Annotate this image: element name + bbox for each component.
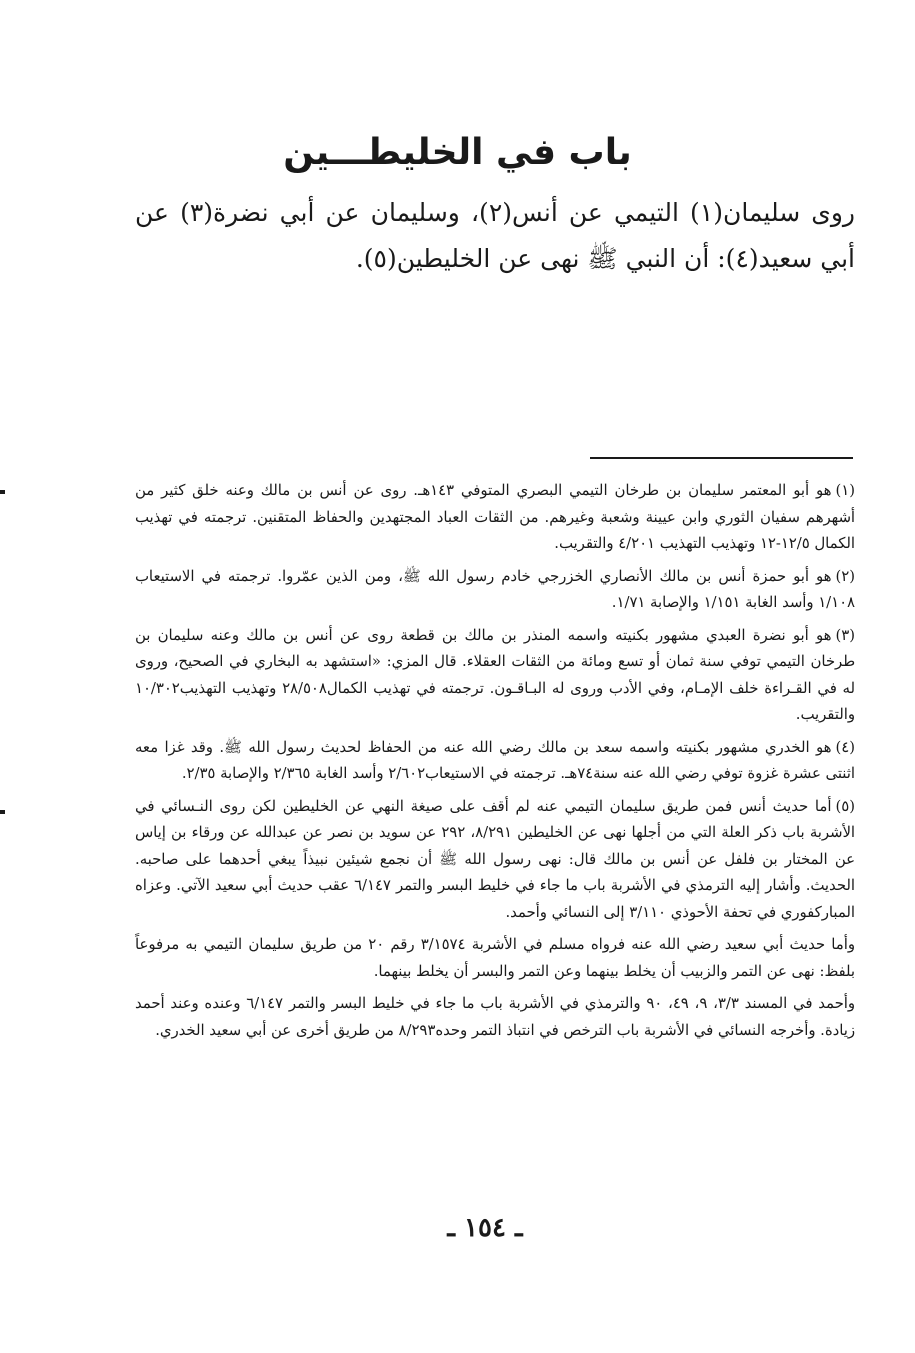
main-text: روى سليمان(١) التيمي عن أنس(٢)، وسليمان عن أبي نضرة(٣) عن أبي سعيد(٤): أن النبي ﷺ نهى عن الخليطين(٥). [135,198,855,273]
footnotes-section [135,478,855,1050]
footnote-text: هو أبو حمزة أنس بن مالك الأنصاري الخزرجي خادم رسول الله ﷺ، ومن الذين عمّروا. ترجمته في الاستيعاب ١/١٠٨ وأسد الغابة ١/١٥١ والإصابة ١/٧١. [135,567,855,611]
footnote-number: (٣) [835,626,855,644]
footnote-number: (٢) [835,567,855,585]
footnote-3 [135,623,855,729]
footnote-text: وأما حديث أبي سعيد رضي الله عنه فرواه مسلم في الأشربة ٣/١٥٧٤ رقم ٢٠ من طريق سليمان التيمي به مرفوعاً بلفظ: نهى عن التمر والزبيب أن يخلط بينهما وعن التمر والبسر أن يخلط بينهما. [135,936,855,980]
page-number: ـ ١٥٤ ـ [447,1213,523,1243]
footnote-text: أما حديث أنس فمن طريق سليمان التيمي عنه لم أقف على صيغة النهي عن الخليطين لكن روى النـسائي في الأشربة باب ذكر العلة التي من أجلها نهى عن الخليطين ٨/٢٩١، ٢٩٢ عن سويد بن نصر عن عبدالله عن ورقاء بن إياس عن المختار بن فلفل عن أنس بن مالك قال: نهى رسول الله ﷺ أن نجمع شيئين نبيذاً يبغي أحدهما على صاحبه. الحديث. وأشار إليه الترمذي في الأشربة باب ما جاء في خليط البسر والتمر ٦/١٤٧ عقب حديث أبي سعيد الآتي. وعزاه المباركفوري في تحفة الأحوذي ٣/١١٠ إلى النسائي وأحمد. [135,797,856,921]
footnote-1 [135,478,855,558]
scan-edge-mark [0,810,5,814]
footnote-divider [590,457,853,459]
footnote-5-continued [135,932,855,985]
footnote-text: هو أبو المعتمر سليمان بن طرخان التيمي البصري المتوفي ١٤٣هـ. روى عن أنس بن مالك وعنه خلق كثير من أشهرهم سفيان الثوري وابن عيينة وشعبة وغيرهم. من الثقات العباد المجتهدين والحفاظ المتقنين. ترجمته في تهذيب الكمال ١٢/٥-١٢ وتهذيب التهذيب ٤/٢٠١ والتقريب. [135,482,855,552]
footnote-2 [135,564,855,617]
footnote-5 [135,794,855,927]
footnote-text: وأحمد في المسند ٣/٣، ٩، ٤٩، ٩٠ والترمذي في الأشربة باب ما جاء في خليط البسر والتمر ٦/١٤٧ وعنده وعند أحمد زيادة. وأخرجه النسائي في الأشربة باب الترخص في انتباذ التمر وحده٨/٢٩٣ من طريق أخرى عن أبي سعيد الخدري. [135,995,856,1039]
footnote-number: (١) [835,482,855,499]
footnote-text: هو أبو نضرة العبدي مشهور بكنيته واسمه المنذر بن مالك بن قطعة روى عن أنس بن مالك وعنه سليمان بن طرخان التيمي توفي سنة ثمان أو تسع ومائة من الثقات العقلاء. قال المزي: «استشهد به البخاري في الصحيح، وروى له في القـراءة خلف الإمـام، وفي الأدب وروى له البـاقـون. ترجمته في تهذيب الكمال٢٨/٥٠٨ وتهذيب التهذيب١٠/٣٠٢ والتقريب. [135,626,855,723]
chapter-title: باب في الخليطـــين [283,132,632,173]
footnote-text: هو الخدري مشهور بكنيته واسمه سعد بن مالك رضي الله عنه من الحفاظ لحديث رسول الله ﷺ. وقد غزا معه اثنتى عشرة غزوة توفي رضي الله عنه سنة٧٤هـ. ترجمته في الاستيعاب٢/٦٠٢ وأسد الغابة ٢/٣٦٥ والإصابة ٢/٣٥. [135,738,855,782]
footnote-5-continued [135,991,855,1044]
footnote-4 [135,735,855,788]
footnote-number: (٥) [835,797,855,815]
scan-edge-mark [0,490,5,494]
footnote-number: (٤) [835,738,855,756]
